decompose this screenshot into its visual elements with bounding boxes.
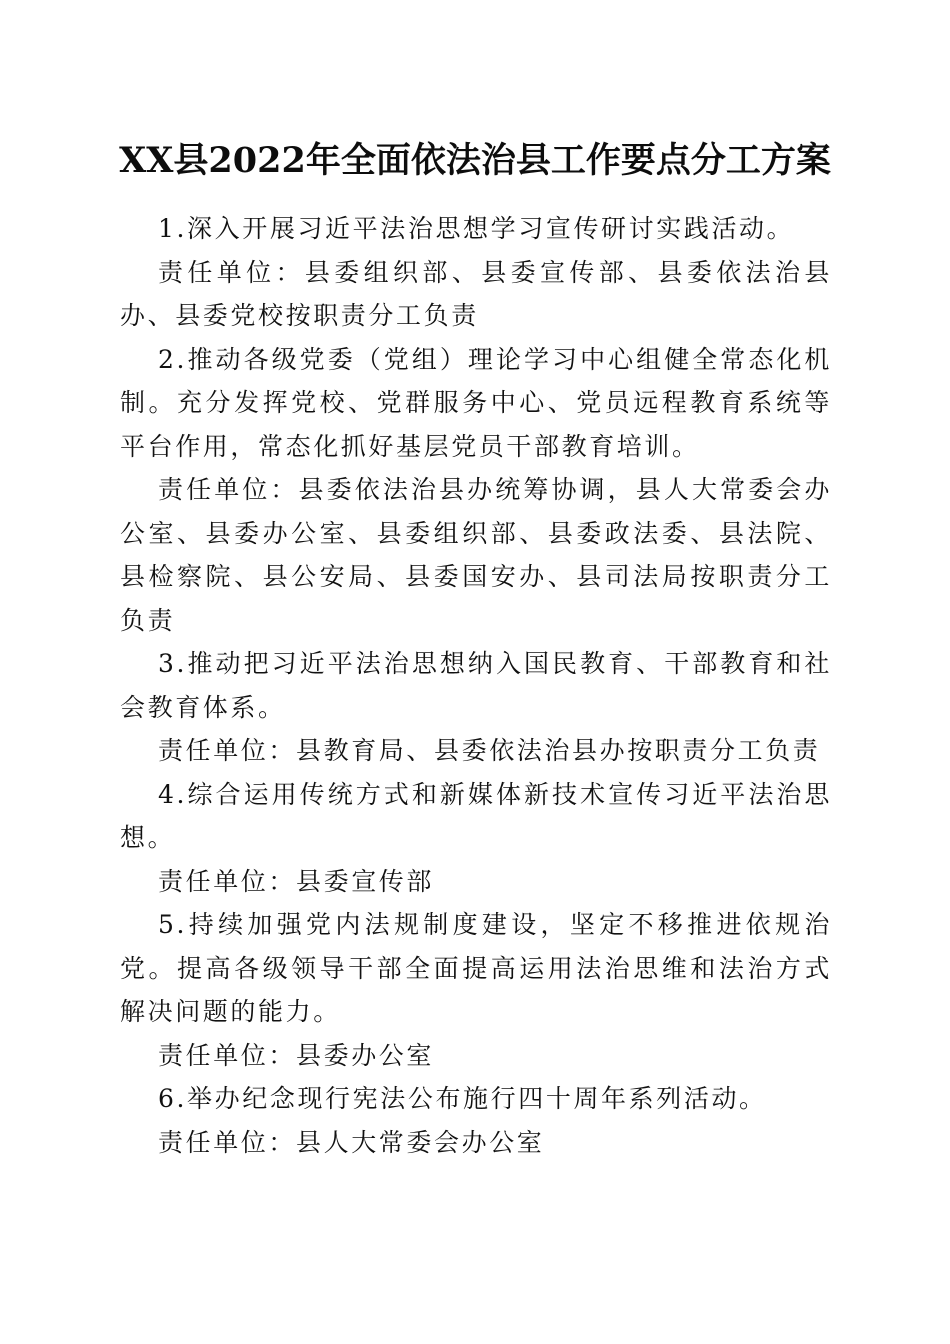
task-item-4: 4.综合运用传统方式和新媒体新技术宣传习近平法治思想。 (120, 779, 832, 852)
responsible-unit-4: 责任单位：县委宣传部 (158, 866, 435, 896)
responsible-unit-6: 责任单位：县人大常委会办公室 (158, 1127, 545, 1157)
task-item-1: 1.深入开展习近平法治思想学习宣传研讨实践活动。 (158, 214, 795, 243)
responsible-unit-5: 责任单位：县委办公室 (158, 1040, 435, 1070)
task-item-2: 2.推动各级党委（党组）理论学习中心组健全常态化机制。充分发挥党校、党群服务中心、党员远程教育系统等平台作用，常态化抓好基层党员干部教育培训。 (120, 344, 832, 461)
responsible-unit-3: 责任单位：县教育局、县委依法治县办按职责分工负责 (158, 736, 821, 765)
responsible-unit-2: 责任单位：县委依法治县办统筹协调，县人大常委会办公室、县委办公室、县委组织部、县委政法委、县法院、县检察院、县公安局、县委国安办、县司法局按职责分工负责 (120, 475, 832, 635)
responsible-unit-1: 责任单位：县委组织部、县委宣传部、县委依法治县办、县委党校按职责分工负责 (120, 257, 832, 330)
task-item-6: 6.举办纪念现行宪法公布施行四十周年系列活动。 (158, 1084, 767, 1113)
document-body (120, 207, 832, 1164)
task-item-3: 3.推动把习近平法治思想纳入国民教育、干部教育和社会教育体系。 (120, 649, 832, 722)
document-title: XX县2022年全面依法治县工作要点分工方案 (119, 140, 831, 181)
task-item-5: 5.持续加强党内法规制度建设，坚定不移推进依规治党。提高各级领导干部全面提高运用法治思维和法治方式解决问题的能力。 (120, 910, 832, 1026)
